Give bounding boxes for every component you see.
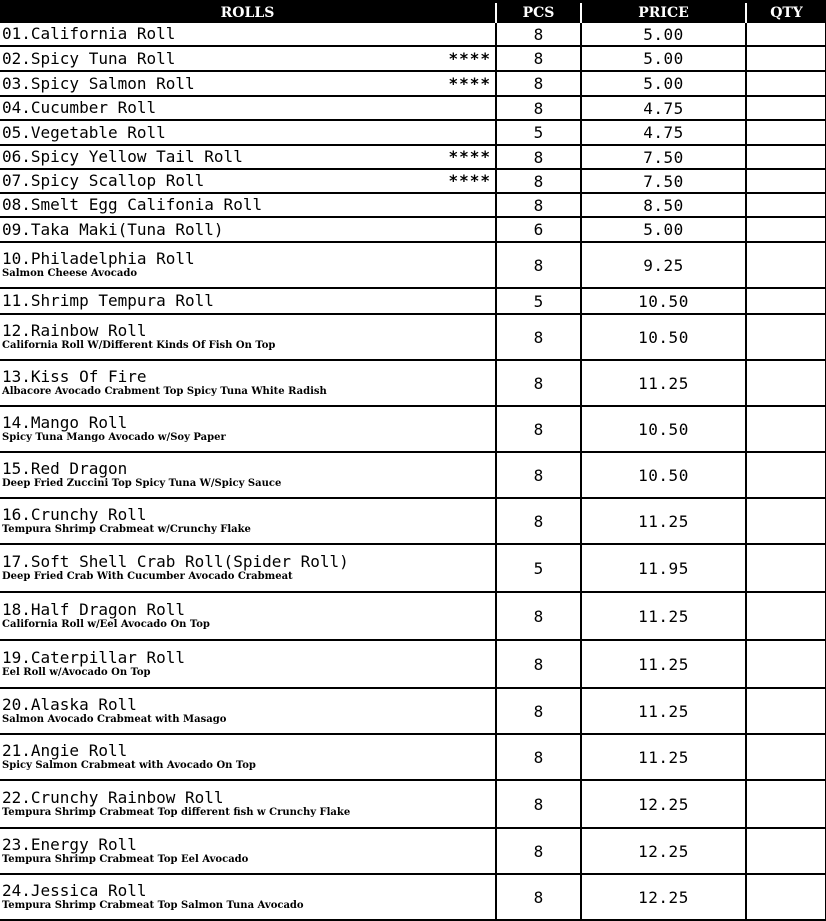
roll-cell — [0, 780, 496, 828]
roll-description: Spicy Salmon Crabmeat with Avocado On Top — [2, 760, 256, 771]
quantity-cell[interactable] — [746, 452, 826, 498]
table-row — [0, 780, 826, 828]
quantity-cell[interactable] — [746, 46, 826, 71]
price-cell: 4.75 — [581, 120, 746, 145]
roll-description: Tempura Shrimp Crabmeat Top Salmon Tuna Avocado — [2, 900, 304, 911]
pieces-cell: 6 — [496, 217, 581, 242]
pieces-cell: 8 — [496, 96, 581, 120]
roll-name-line — [2, 148, 495, 166]
roll-name-line — [2, 553, 495, 571]
roll-description: Albacore Avocado Crabment Top Spicy Tuna White Radish — [2, 386, 327, 397]
roll-name: 21.Angie Roll — [2, 741, 128, 760]
price-cell: 7.50 — [581, 169, 746, 193]
quantity-cell[interactable] — [746, 406, 826, 452]
roll-name-line — [2, 322, 495, 340]
price-cell: 12.25 — [581, 874, 746, 920]
roll-cell — [0, 498, 496, 544]
table-row — [0, 314, 826, 360]
roll-description: Deep Fried Crab With Cucumber Avocado Crabmeat — [2, 571, 293, 582]
pieces-cell: 5 — [496, 288, 581, 314]
price-cell: 8.50 — [581, 193, 746, 217]
roll-cell — [0, 96, 496, 120]
roll-name: 17.Soft Shell Crab Roll(Spider Roll) — [2, 552, 349, 571]
roll-name: 11.Shrimp Tempura Roll — [2, 291, 214, 310]
table-row — [0, 96, 826, 120]
roll-cell — [0, 120, 496, 145]
roll-name: 08.Smelt Egg Califonia Roll — [2, 195, 263, 214]
roll-cell — [0, 288, 496, 314]
roll-cell — [0, 452, 496, 498]
price-cell: 4.75 — [581, 96, 746, 120]
roll-description: Tempura Shrimp Crabmeat Top Eel Avocado — [2, 854, 249, 865]
quantity-cell[interactable] — [746, 169, 826, 193]
table-row — [0, 544, 826, 592]
pieces-cell: 8 — [496, 242, 581, 288]
price-cell: 11.25 — [581, 360, 746, 406]
table-header — [0, 3, 826, 23]
roll-cell — [0, 734, 496, 780]
roll-name: 12.Rainbow Roll — [2, 321, 147, 340]
roll-name: 01.California Roll — [2, 24, 176, 43]
roll-name-line — [2, 221, 495, 239]
table-row — [0, 360, 826, 406]
roll-cell — [0, 406, 496, 452]
roll-name: 05.Vegetable Roll — [2, 122, 166, 142]
roll-cell — [0, 145, 496, 169]
table-row — [0, 828, 826, 874]
quantity-cell[interactable] — [746, 734, 826, 780]
roll-name: 15.Red Dragon — [2, 459, 128, 478]
table-row — [0, 592, 826, 640]
price-cell: 5.00 — [581, 217, 746, 242]
quantity-cell[interactable] — [746, 360, 826, 406]
roll-name-line — [2, 882, 495, 900]
pieces-cell: 8 — [496, 145, 581, 169]
quantity-cell[interactable] — [746, 780, 826, 828]
price-cell: 5.00 — [581, 23, 746, 46]
roll-cell — [0, 874, 496, 920]
table-row — [0, 734, 826, 780]
table-row — [0, 288, 826, 314]
table-row — [0, 217, 826, 242]
roll-name-line — [2, 506, 495, 524]
roll-name-line — [2, 696, 495, 714]
roll-cell — [0, 71, 496, 96]
table-row — [0, 498, 826, 544]
pieces-cell: 8 — [496, 498, 581, 544]
roll-cell — [0, 314, 496, 360]
quantity-cell[interactable] — [746, 314, 826, 360]
pieces-cell: 8 — [496, 71, 581, 96]
header-pcs: PCS — [496, 3, 581, 23]
roll-name-line — [2, 836, 495, 854]
roll-name: 16.Crunchy Roll — [2, 505, 147, 524]
price-cell: 11.25 — [581, 498, 746, 544]
roll-cell — [0, 46, 496, 71]
table-row — [0, 193, 826, 217]
table-row — [0, 406, 826, 452]
table-body — [0, 23, 826, 920]
price-cell: 10.50 — [581, 406, 746, 452]
table-row — [0, 169, 826, 193]
roll-name: 13.Kiss Of Fire — [2, 367, 147, 386]
roll-name: 06.Spicy Yellow Tail Roll — [2, 147, 243, 166]
roll-name: 19.Caterpillar Roll — [2, 648, 186, 667]
price-cell: 10.50 — [581, 452, 746, 498]
pieces-cell: 5 — [496, 544, 581, 592]
quantity-cell[interactable] — [746, 242, 826, 288]
roll-name: 24.Jessica Roll — [2, 881, 147, 900]
quantity-cell[interactable] — [746, 592, 826, 640]
roll-cell — [0, 169, 496, 193]
table-row — [0, 874, 826, 920]
roll-name-line — [2, 99, 495, 117]
roll-name: 09.Taka Maki(Tuna Roll) — [2, 219, 224, 239]
price-cell: 12.25 — [581, 780, 746, 828]
quantity-cell[interactable] — [746, 120, 826, 145]
roll-name-line — [2, 25, 495, 43]
price-cell: 12.25 — [581, 828, 746, 874]
pieces-cell: 8 — [496, 23, 581, 46]
roll-name: 04.Cucumber Roll — [2, 98, 157, 117]
spicy-indicator: **** — [448, 147, 491, 166]
quantity-cell[interactable] — [746, 544, 826, 592]
roll-name: 20.Alaska Roll — [2, 695, 137, 714]
price-cell: 10.50 — [581, 314, 746, 360]
quantity-cell[interactable] — [746, 640, 826, 688]
price-cell: 5.00 — [581, 71, 746, 96]
roll-cell — [0, 23, 496, 46]
pieces-cell: 8 — [496, 314, 581, 360]
table-row — [0, 242, 826, 288]
roll-cell — [0, 688, 496, 734]
roll-description: Tempura Shrimp Crabmeat w/Crunchy Flake — [2, 524, 251, 535]
roll-description: Spicy Tuna Mango Avocado w/Soy Paper — [2, 432, 226, 443]
quantity-cell[interactable] — [746, 96, 826, 120]
roll-description: Salmon Avocado Crabmeat with Masago — [2, 714, 227, 725]
pieces-cell: 8 — [496, 780, 581, 828]
roll-name: 03.Spicy Salmon Roll — [2, 73, 195, 93]
pieces-cell: 8 — [496, 640, 581, 688]
roll-name-line — [2, 50, 495, 68]
price-cell: 10.50 — [581, 288, 746, 314]
spicy-indicator: **** — [448, 48, 491, 68]
roll-name: 02.Spicy Tuna Roll — [2, 48, 176, 68]
roll-name: 14.Mango Roll — [2, 413, 128, 432]
roll-cell — [0, 360, 496, 406]
roll-name-line — [2, 414, 495, 432]
roll-name-line — [2, 75, 495, 93]
header-price: PRICE — [581, 3, 746, 23]
roll-description: Eel Roll w/Avocado On Top — [2, 667, 151, 678]
pieces-cell: 8 — [496, 592, 581, 640]
pieces-cell: 8 — [496, 688, 581, 734]
spicy-indicator: **** — [448, 171, 491, 190]
table-row — [0, 640, 826, 688]
roll-name: 23.Energy Roll — [2, 835, 137, 854]
spicy-indicator: **** — [448, 73, 491, 93]
roll-name: 22.Crunchy Rainbow Roll — [2, 788, 224, 807]
quantity-cell[interactable] — [746, 217, 826, 242]
pieces-cell: 8 — [496, 193, 581, 217]
roll-name-line — [2, 601, 495, 619]
pieces-cell: 8 — [496, 734, 581, 780]
roll-name-line — [2, 196, 495, 214]
price-cell: 5.00 — [581, 46, 746, 71]
pieces-cell: 8 — [496, 828, 581, 874]
table-row — [0, 688, 826, 734]
price-cell: 7.50 — [581, 145, 746, 169]
table-row — [0, 452, 826, 498]
roll-name-line — [2, 649, 495, 667]
quantity-cell[interactable] — [746, 874, 826, 920]
table-row — [0, 120, 826, 145]
roll-description: California Roll w/Eel Avocado On Top — [2, 619, 210, 630]
roll-name-line — [2, 292, 495, 310]
quantity-cell[interactable] — [746, 71, 826, 96]
price-cell: 11.25 — [581, 592, 746, 640]
roll-cell — [0, 640, 496, 688]
roll-description: Tempura Shrimp Crabmeat Top different fish w Crunchy Flake — [2, 807, 351, 818]
roll-name-line — [2, 789, 495, 807]
pieces-cell: 8 — [496, 452, 581, 498]
roll-name: 07.Spicy Scallop Roll — [2, 171, 205, 190]
pieces-cell: 8 — [496, 406, 581, 452]
pieces-cell: 8 — [496, 169, 581, 193]
quantity-cell[interactable] — [746, 498, 826, 544]
roll-cell — [0, 592, 496, 640]
roll-cell — [0, 217, 496, 242]
table-row — [0, 71, 826, 96]
roll-cell — [0, 242, 496, 288]
pieces-cell: 8 — [496, 360, 581, 406]
table-row — [0, 23, 826, 46]
roll-description: California Roll W/Different Kinds Of Fish On Top — [2, 340, 276, 351]
quantity-cell[interactable] — [746, 23, 826, 46]
roll-description: Salmon Cheese Avocado — [2, 268, 137, 279]
roll-name: 10.Philadelphia Roll — [2, 249, 195, 268]
quantity-cell[interactable] — [746, 688, 826, 734]
table-row — [0, 46, 826, 71]
quantity-cell[interactable] — [746, 145, 826, 169]
roll-name-line — [2, 172, 495, 190]
roll-description: Deep Fried Zuccini Top Spicy Tuna W/Spicy Sauce — [2, 478, 282, 489]
pieces-cell: 5 — [496, 120, 581, 145]
roll-name-line — [2, 250, 495, 268]
price-cell: 11.25 — [581, 640, 746, 688]
quantity-cell[interactable] — [746, 828, 826, 874]
price-cell: 9.25 — [581, 242, 746, 288]
roll-name: 18.Half Dragon Roll — [2, 600, 186, 619]
quantity-cell[interactable] — [746, 193, 826, 217]
quantity-cell[interactable] — [746, 288, 826, 314]
price-cell: 11.25 — [581, 688, 746, 734]
rolls-menu-table — [0, 3, 826, 921]
roll-cell — [0, 544, 496, 592]
header-rolls: ROLLS — [0, 3, 496, 23]
header-qty: QTY — [746, 3, 826, 23]
pieces-cell: 8 — [496, 874, 581, 920]
table-row — [0, 145, 826, 169]
roll-cell — [0, 828, 496, 874]
roll-name-line — [2, 368, 495, 386]
price-cell: 11.95 — [581, 544, 746, 592]
roll-cell — [0, 193, 496, 217]
roll-name-line — [2, 460, 495, 478]
roll-name-line — [2, 124, 495, 142]
price-cell: 11.25 — [581, 734, 746, 780]
roll-name-line — [2, 742, 495, 760]
pieces-cell: 8 — [496, 46, 581, 71]
